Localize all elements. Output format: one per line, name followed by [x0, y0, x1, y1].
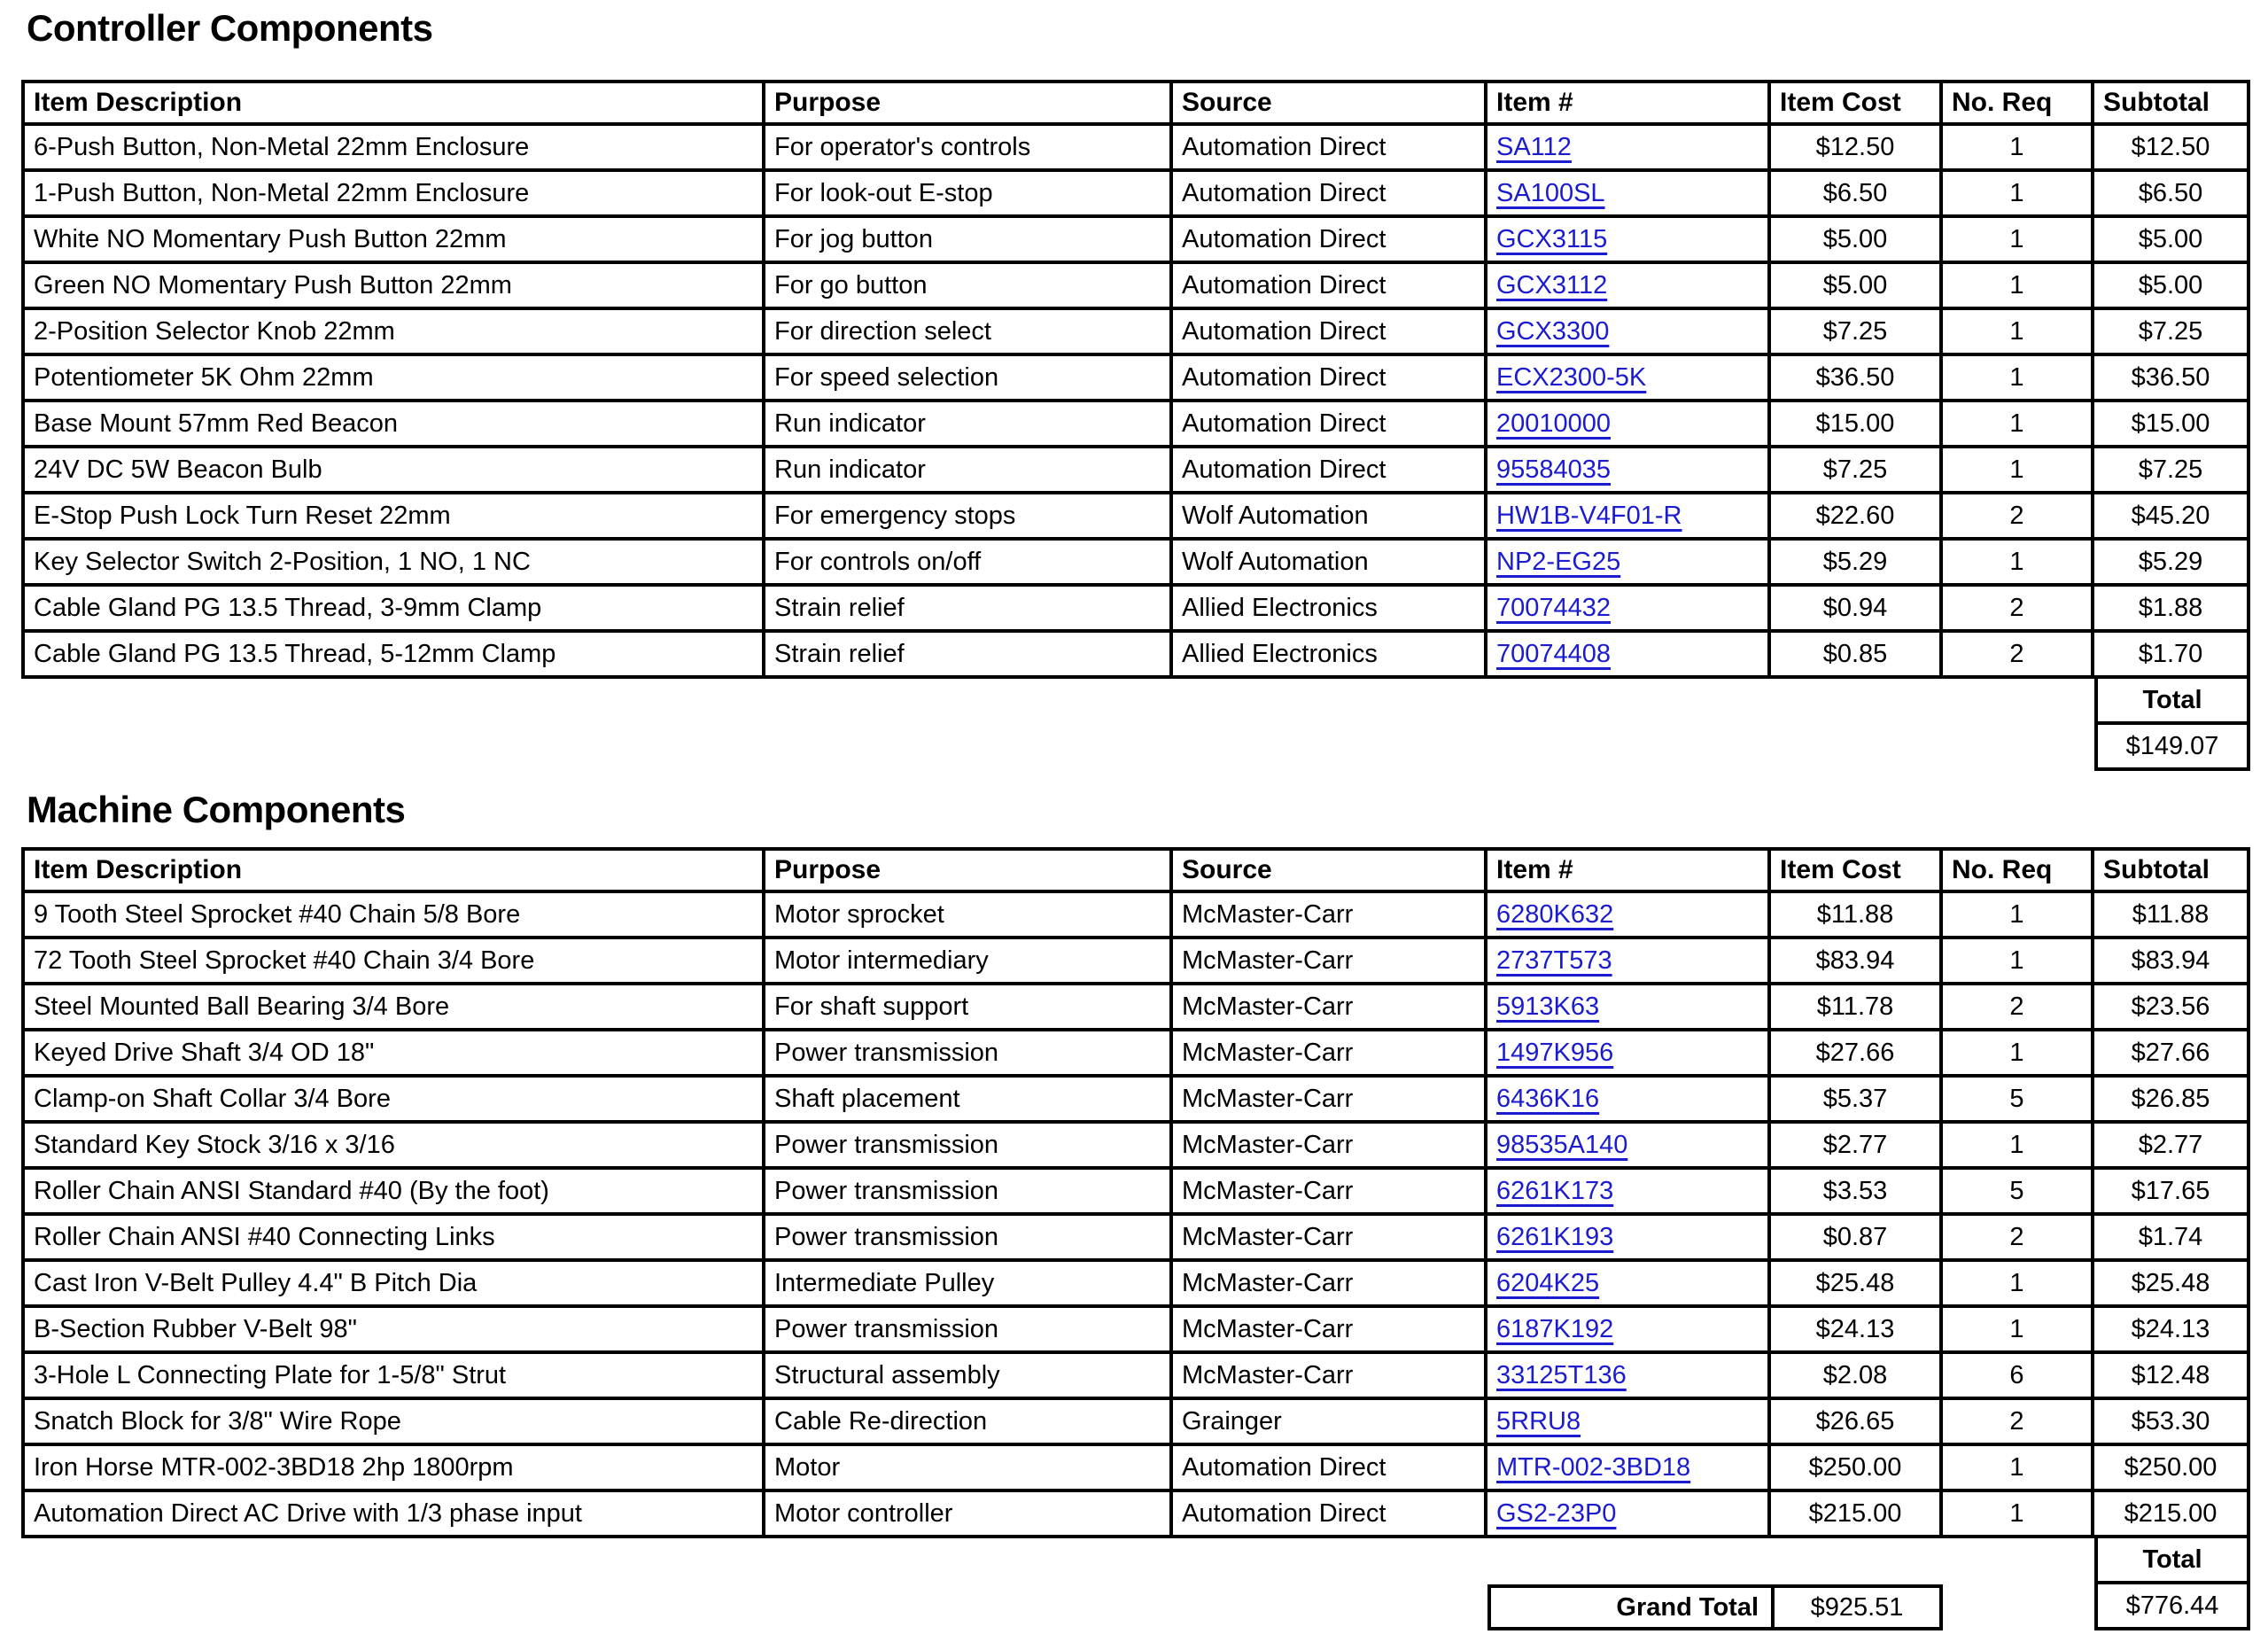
cell-item-description: Key Selector Switch 2-Position, 1 NO, 1 NC — [21, 541, 765, 587]
cell-no-req: 2 — [1943, 1400, 2094, 1446]
cell-source: Allied Electronics — [1173, 633, 1487, 679]
spacer — [21, 725, 765, 771]
cell-item-description: Potentiometer 5K Ohm 22mm — [21, 356, 765, 402]
cell-no-req: 1 — [1943, 1262, 2094, 1308]
cell-item-description: 6-Push Button, Non-Metal 22mm Enclosure — [21, 126, 765, 172]
cell-item-number — [1487, 264, 1771, 310]
cell-item-cost: $11.78 — [1771, 985, 1943, 1031]
cell-purpose: Shaft placement — [765, 1078, 1173, 1124]
spacer — [765, 679, 1173, 725]
spacer — [765, 725, 1173, 771]
cell-no-req: 2 — [1943, 985, 2094, 1031]
cell-no-req: 6 — [1943, 1354, 2094, 1400]
cell-subtotal: $24.13 — [2094, 1308, 2250, 1354]
spacer — [21, 679, 765, 725]
cell-item-description: Keyed Drive Shaft 3/4 OD 18" — [21, 1031, 765, 1078]
cell-item-number — [1487, 985, 1771, 1031]
cell-purpose: Power transmission — [765, 1124, 1173, 1170]
header-item-description: Item Description — [21, 847, 765, 893]
spacer — [765, 1538, 1173, 1584]
cell-no-req: 1 — [1943, 1031, 2094, 1078]
cell-item-cost: $0.87 — [1771, 1216, 1943, 1262]
cell-item-cost: $5.00 — [1771, 218, 1943, 264]
cell-item-cost: $7.25 — [1771, 310, 1943, 356]
item-number-link[interactable]: 1497K956 — [1496, 1038, 1614, 1067]
cell-item-cost: $2.77 — [1771, 1124, 1943, 1170]
cell-item-number — [1487, 218, 1771, 264]
header-item-cost: Item Cost — [1771, 847, 1943, 893]
cell-source: McMaster-Carr — [1173, 1124, 1487, 1170]
cell-item-description: White NO Momentary Push Button 22mm — [21, 218, 765, 264]
cell-no-req: 1 — [1943, 1446, 2094, 1492]
cell-purpose: For controls on/off — [765, 541, 1173, 587]
cell-item-cost: $27.66 — [1771, 1031, 1943, 1078]
cell-item-cost: $15.00 — [1771, 402, 1943, 448]
cell-purpose: For speed selection — [765, 356, 1173, 402]
item-number-link[interactable]: 5RRU8 — [1496, 1406, 1581, 1436]
item-number-link[interactable]: NP2-EG25 — [1496, 547, 1621, 576]
cell-source: Wolf Automation — [1173, 494, 1487, 541]
cell-subtotal: $7.25 — [2094, 310, 2250, 356]
cell-purpose: Power transmission — [765, 1308, 1173, 1354]
item-number-link[interactable]: 70074432 — [1496, 593, 1612, 622]
cell-item-cost: $5.29 — [1771, 541, 1943, 587]
cell-item-cost: $215.00 — [1771, 1492, 1943, 1538]
cell-item-number — [1487, 587, 1771, 633]
cell-subtotal: $83.94 — [2094, 939, 2250, 985]
cell-no-req: 1 — [1943, 541, 2094, 587]
cell-item-description: Roller Chain ANSI Standard #40 (By the foot) — [21, 1170, 765, 1216]
cell-purpose: For go button — [765, 264, 1173, 310]
cell-item-cost: $0.85 — [1771, 633, 1943, 679]
cell-item-description: Snatch Block for 3/8" Wire Rope — [21, 1400, 765, 1446]
cell-item-description: 1-Push Button, Non-Metal 22mm Enclosure — [21, 172, 765, 218]
item-number-link[interactable]: 70074408 — [1496, 639, 1612, 668]
cell-item-cost: $6.50 — [1771, 172, 1943, 218]
spacer — [765, 1584, 1173, 1630]
cell-no-req: 5 — [1943, 1078, 2094, 1124]
grand-total-value: $925.51 — [1771, 1584, 1943, 1630]
cell-item-description: Roller Chain ANSI #40 Connecting Links — [21, 1216, 765, 1262]
cell-item-number — [1487, 1124, 1771, 1170]
cell-item-cost: $22.60 — [1771, 494, 1943, 541]
cell-item-number — [1487, 1216, 1771, 1262]
cell-no-req: 1 — [1943, 1492, 2094, 1538]
total-value: $776.44 — [2094, 1584, 2250, 1630]
cell-subtotal: $6.50 — [2094, 172, 2250, 218]
header-item-description: Item Description — [21, 80, 765, 126]
header-purpose: Purpose — [765, 847, 1173, 893]
total-value: $149.07 — [2094, 725, 2250, 771]
header-item-cost: Item Cost — [1771, 80, 1943, 126]
cell-purpose: For emergency stops — [765, 494, 1173, 541]
cell-no-req: 1 — [1943, 310, 2094, 356]
cell-item-cost: $24.13 — [1771, 1308, 1943, 1354]
cell-item-cost: $12.50 — [1771, 126, 1943, 172]
item-number-link[interactable]: 95584035 — [1496, 455, 1612, 484]
cell-subtotal: $2.77 — [2094, 1124, 2250, 1170]
cell-source: McMaster-Carr — [1173, 1354, 1487, 1400]
cell-no-req: 1 — [1943, 448, 2094, 494]
cell-no-req: 1 — [1943, 893, 2094, 939]
spacer — [1771, 679, 1943, 725]
cell-item-number — [1487, 1492, 1771, 1538]
cell-item-description: Cable Gland PG 13.5 Thread, 3-9mm Clamp — [21, 587, 765, 633]
cell-item-number — [1487, 402, 1771, 448]
cell-subtotal: $45.20 — [2094, 494, 2250, 541]
cell-source: Automation Direct — [1173, 356, 1487, 402]
spacer — [1173, 725, 1487, 771]
cell-source: McMaster-Carr — [1173, 1308, 1487, 1354]
cell-source: Automation Direct — [1173, 402, 1487, 448]
header-subtotal: Subtotal — [2094, 80, 2250, 126]
cell-item-description: Automation Direct AC Drive with 1/3 phase input — [21, 1492, 765, 1538]
item-number-link[interactable]: GCX3115 — [1496, 224, 1608, 253]
header-no-req: No. Req — [1943, 80, 2094, 126]
cell-subtotal: $15.00 — [2094, 402, 2250, 448]
cell-item-cost: $36.50 — [1771, 356, 1943, 402]
cell-item-number — [1487, 172, 1771, 218]
cell-item-cost: $83.94 — [1771, 939, 1943, 985]
cell-item-number — [1487, 448, 1771, 494]
cell-item-description: 9 Tooth Steel Sprocket #40 Chain 5/8 Bore — [21, 893, 765, 939]
cell-item-number — [1487, 1308, 1771, 1354]
cell-purpose: Strain relief — [765, 633, 1173, 679]
spacer — [1173, 679, 1487, 725]
machine-components-title: Machine Components — [27, 789, 406, 830]
spacer — [1943, 725, 2094, 771]
cell-subtotal: $1.74 — [2094, 1216, 2250, 1262]
cell-subtotal: $12.48 — [2094, 1354, 2250, 1400]
cell-source: Wolf Automation — [1173, 541, 1487, 587]
cell-purpose: For direction select — [765, 310, 1173, 356]
cell-item-number — [1487, 310, 1771, 356]
item-number-link[interactable]: 98535A140 — [1496, 1130, 1628, 1159]
cell-no-req: 1 — [1943, 126, 2094, 172]
spacer — [1943, 1584, 2094, 1630]
cell-no-req: 2 — [1943, 1216, 2094, 1262]
cell-subtotal: $23.56 — [2094, 985, 2250, 1031]
cell-subtotal: $53.30 — [2094, 1400, 2250, 1446]
cell-no-req: 1 — [1943, 264, 2094, 310]
cell-item-description: Steel Mounted Ball Bearing 3/4 Bore — [21, 985, 765, 1031]
cell-purpose: Power transmission — [765, 1170, 1173, 1216]
cell-purpose: For shaft support — [765, 985, 1173, 1031]
cell-no-req: 1 — [1943, 356, 2094, 402]
cell-source: McMaster-Carr — [1173, 893, 1487, 939]
cell-item-description: Cast Iron V-Belt Pulley 4.4" B Pitch Dia — [21, 1262, 765, 1308]
item-number-link[interactable]: 6261K193 — [1496, 1222, 1614, 1251]
cell-purpose: Run indicator — [765, 402, 1173, 448]
cell-purpose: For look-out E-stop — [765, 172, 1173, 218]
cell-item-cost: $26.65 — [1771, 1400, 1943, 1446]
cell-item-description: Iron Horse MTR-002-3BD18 2hp 1800rpm — [21, 1446, 765, 1492]
cell-item-number — [1487, 1078, 1771, 1124]
cell-source: Grainger — [1173, 1400, 1487, 1446]
controller-components-title: Controller Components — [27, 7, 433, 49]
cell-no-req: 1 — [1943, 939, 2094, 985]
cell-item-number — [1487, 1031, 1771, 1078]
cell-subtotal: $1.70 — [2094, 633, 2250, 679]
cell-source: McMaster-Carr — [1173, 985, 1487, 1031]
spacer — [1173, 1584, 1487, 1630]
spacer — [21, 1538, 765, 1584]
cell-source: Automation Direct — [1173, 1492, 1487, 1538]
total-label: Total — [2094, 1538, 2250, 1584]
header-item-number: Item # — [1487, 847, 1771, 893]
cell-purpose: For jog button — [765, 218, 1173, 264]
cell-item-description: Base Mount 57mm Red Beacon — [21, 402, 765, 448]
cell-no-req: 1 — [1943, 172, 2094, 218]
cell-item-number — [1487, 633, 1771, 679]
item-number-link[interactable]: 6436K16 — [1496, 1084, 1600, 1113]
cell-no-req: 1 — [1943, 1308, 2094, 1354]
item-number-link[interactable]: 6204K25 — [1496, 1268, 1600, 1297]
cell-no-req: 2 — [1943, 494, 2094, 541]
cell-purpose: Cable Re-direction — [765, 1400, 1173, 1446]
item-number-link[interactable]: 6280K632 — [1496, 899, 1614, 929]
cell-no-req: 2 — [1943, 633, 2094, 679]
cell-source: McMaster-Carr — [1173, 1031, 1487, 1078]
cell-purpose: Motor intermediary — [765, 939, 1173, 985]
cell-item-number — [1487, 1446, 1771, 1492]
header-subtotal: Subtotal — [2094, 847, 2250, 893]
cell-item-description: Green NO Momentary Push Button 22mm — [21, 264, 765, 310]
cell-no-req: 1 — [1943, 218, 2094, 264]
cell-subtotal: $36.50 — [2094, 356, 2250, 402]
cell-subtotal: $5.00 — [2094, 264, 2250, 310]
cell-subtotal: $5.00 — [2094, 218, 2250, 264]
spacer — [1487, 725, 1771, 771]
cell-source: Allied Electronics — [1173, 587, 1487, 633]
item-number-link[interactable]: HW1B-V4F01-R — [1496, 501, 1682, 530]
cell-source: McMaster-Carr — [1173, 1216, 1487, 1262]
cell-purpose: Motor sprocket — [765, 893, 1173, 939]
header-item-number: Item # — [1487, 80, 1771, 126]
cell-item-number — [1487, 1170, 1771, 1216]
grand-total-label: Grand Total — [1487, 1584, 1771, 1630]
cell-item-cost: $250.00 — [1771, 1446, 1943, 1492]
cell-item-number — [1487, 494, 1771, 541]
cell-subtotal: $25.48 — [2094, 1262, 2250, 1308]
spacer — [1771, 1538, 1943, 1584]
cell-item-description: Clamp-on Shaft Collar 3/4 Bore — [21, 1078, 765, 1124]
cell-item-number — [1487, 356, 1771, 402]
total-label: Total — [2094, 679, 2250, 725]
cell-item-cost: $2.08 — [1771, 1354, 1943, 1400]
item-number-link[interactable]: MTR-002-3BD18 — [1496, 1452, 1691, 1482]
cell-subtotal: $11.88 — [2094, 893, 2250, 939]
cell-purpose: Structural assembly — [765, 1354, 1173, 1400]
cell-subtotal: $250.00 — [2094, 1446, 2250, 1492]
item-number-link[interactable]: 2737T573 — [1496, 946, 1612, 975]
cell-subtotal: $7.25 — [2094, 448, 2250, 494]
cell-item-description: 3-Hole L Connecting Plate for 1-5/8" Strut — [21, 1354, 765, 1400]
cell-item-description: 72 Tooth Steel Sprocket #40 Chain 3/4 Bore — [21, 939, 765, 985]
cell-source: McMaster-Carr — [1173, 1262, 1487, 1308]
cell-source: McMaster-Carr — [1173, 1170, 1487, 1216]
cell-subtotal: $17.65 — [2094, 1170, 2250, 1216]
cell-purpose: For operator's controls — [765, 126, 1173, 172]
cell-item-cost: $25.48 — [1771, 1262, 1943, 1308]
item-number-link[interactable]: GCX3300 — [1496, 316, 1610, 346]
cell-source: Automation Direct — [1173, 172, 1487, 218]
cell-item-number — [1487, 1262, 1771, 1308]
cell-item-description: Standard Key Stock 3/16 x 3/16 — [21, 1124, 765, 1170]
item-number-link[interactable]: SA100SL — [1496, 178, 1605, 207]
item-number-link[interactable]: GS2-23P0 — [1496, 1498, 1617, 1528]
header-source: Source — [1173, 847, 1487, 893]
machine-components-table — [21, 847, 2250, 1630]
spacer — [1487, 1538, 1771, 1584]
controller-components-table — [21, 80, 2250, 771]
cell-purpose: Run indicator — [765, 448, 1173, 494]
cell-subtotal: $215.00 — [2094, 1492, 2250, 1538]
cell-subtotal: $26.85 — [2094, 1078, 2250, 1124]
cell-source: Automation Direct — [1173, 310, 1487, 356]
spacer — [1943, 1538, 2094, 1584]
cell-item-cost: $0.94 — [1771, 587, 1943, 633]
cell-item-number — [1487, 126, 1771, 172]
cell-purpose: Power transmission — [765, 1031, 1173, 1078]
cell-purpose: Intermediate Pulley — [765, 1262, 1173, 1308]
cell-source: McMaster-Carr — [1173, 1078, 1487, 1124]
cell-purpose: Strain relief — [765, 587, 1173, 633]
cell-item-number — [1487, 541, 1771, 587]
header-purpose: Purpose — [765, 80, 1173, 126]
item-number-link[interactable]: 33125T136 — [1496, 1360, 1627, 1389]
cell-item-description: 24V DC 5W Beacon Bulb — [21, 448, 765, 494]
cell-no-req: 2 — [1943, 587, 2094, 633]
header-source: Source — [1173, 80, 1487, 126]
item-number-link[interactable]: ECX2300-5K — [1496, 362, 1647, 392]
cell-item-number — [1487, 939, 1771, 985]
cell-item-number — [1487, 1400, 1771, 1446]
cell-subtotal: $12.50 — [2094, 126, 2250, 172]
spacer — [1771, 725, 1943, 771]
cell-item-cost: $11.88 — [1771, 893, 1943, 939]
item-number-link[interactable]: GCX3112 — [1496, 270, 1608, 300]
spacer — [1173, 1538, 1487, 1584]
spacer — [1487, 679, 1771, 725]
cell-no-req: 1 — [1943, 402, 2094, 448]
cell-source: Automation Direct — [1173, 126, 1487, 172]
cell-item-description: Cable Gland PG 13.5 Thread, 5-12mm Clamp — [21, 633, 765, 679]
cell-item-cost: $3.53 — [1771, 1170, 1943, 1216]
header-no-req: No. Req — [1943, 847, 2094, 893]
cell-purpose: Motor controller — [765, 1492, 1173, 1538]
cell-item-cost: $5.37 — [1771, 1078, 1943, 1124]
cell-item-cost: $5.00 — [1771, 264, 1943, 310]
item-number-link[interactable]: 6261K173 — [1496, 1176, 1614, 1205]
cell-source: Automation Direct — [1173, 448, 1487, 494]
cell-item-description: E-Stop Push Lock Turn Reset 22mm — [21, 494, 765, 541]
cell-item-cost: $7.25 — [1771, 448, 1943, 494]
spacer — [1943, 679, 2094, 725]
cell-purpose: Power transmission — [765, 1216, 1173, 1262]
spacer — [21, 1584, 765, 1630]
cell-subtotal: $27.66 — [2094, 1031, 2250, 1078]
cell-source: Automation Direct — [1173, 264, 1487, 310]
item-number-link[interactable]: 20010000 — [1496, 409, 1612, 438]
cell-source: McMaster-Carr — [1173, 939, 1487, 985]
cell-item-number — [1487, 893, 1771, 939]
cell-source: Automation Direct — [1173, 1446, 1487, 1492]
cell-no-req: 1 — [1943, 1124, 2094, 1170]
item-number-link[interactable]: SA112 — [1496, 132, 1572, 161]
cell-subtotal: $5.29 — [2094, 541, 2250, 587]
cell-item-description: B-Section Rubber V-Belt 98" — [21, 1308, 765, 1354]
cell-item-number — [1487, 1354, 1771, 1400]
cell-source: Automation Direct — [1173, 218, 1487, 264]
cell-subtotal: $1.88 — [2094, 587, 2250, 633]
cell-purpose: Motor — [765, 1446, 1173, 1492]
item-number-link[interactable]: 5913K63 — [1496, 992, 1600, 1021]
item-number-link[interactable]: 6187K192 — [1496, 1314, 1614, 1343]
cell-no-req: 5 — [1943, 1170, 2094, 1216]
cell-item-description: 2-Position Selector Knob 22mm — [21, 310, 765, 356]
